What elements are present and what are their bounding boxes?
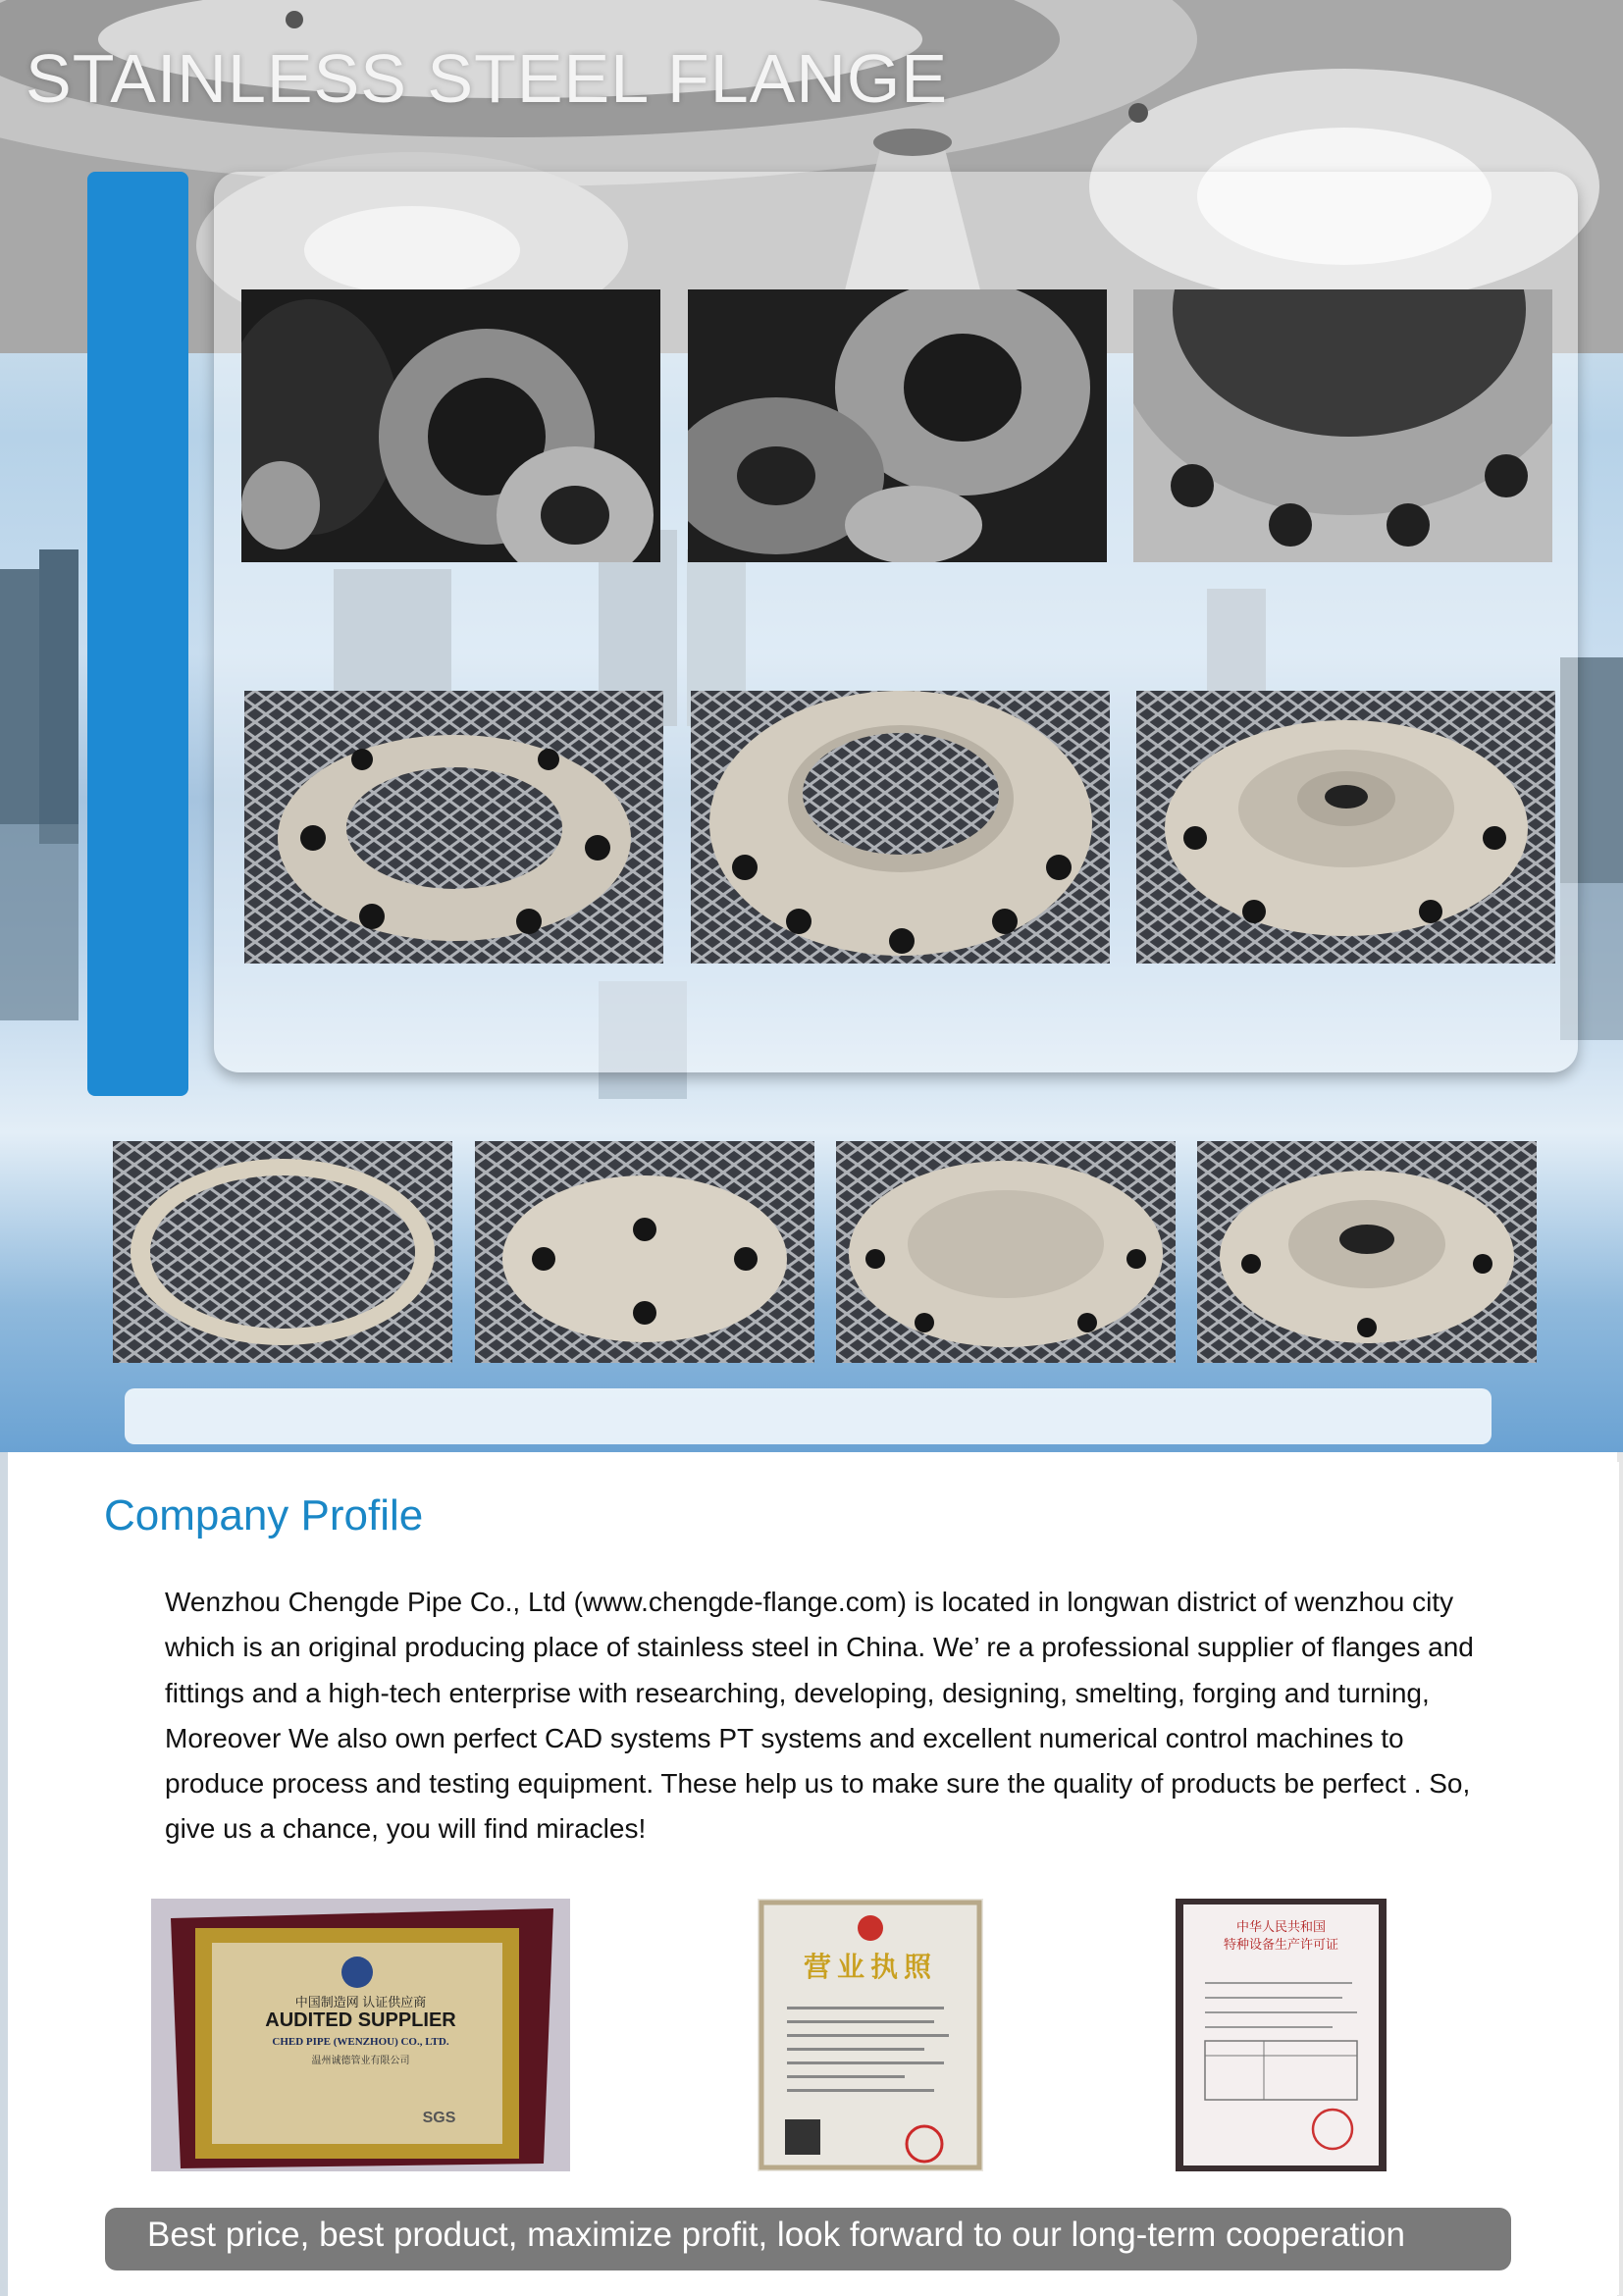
page-title: STAINLESS STEEL FLANGE <box>26 40 949 117</box>
award-line-1: 中国制造网 认证供应商 <box>294 1995 427 2009</box>
award-line-2: AUDITED SUPPLIER <box>265 2009 456 2031</box>
business-license <box>758 1899 983 2171</box>
caption-strip <box>125 1388 1492 1444</box>
flange-photo-3 <box>1133 289 1552 562</box>
flange-photo-10 <box>1197 1141 1537 1363</box>
flange-photo-2 <box>688 289 1107 562</box>
flange-photo-1 <box>241 289 660 562</box>
audited-supplier-award <box>151 1899 570 2171</box>
slogan-text: Best price, best product, maximize profit, look forward to our long-term cooperation <box>147 2216 1405 2254</box>
flange-photo-8 <box>475 1141 814 1363</box>
award-line-4: 温州诚德管业有限公司 <box>311 2056 410 2066</box>
production-permit <box>1176 1899 1387 2171</box>
profile-paragraph: Wenzhou Chengde Pipe Co., Ltd (www.chengde-flange.com) is located in longwan district of wenzhou city which is an original producing place of stainless steel in China. We’ re a professional supplier of flanges and fittings and a high-tech enterprise with researching, developing, designing, smelting, forging and turning, Moreover We also own perfect CAD systems PT systems and excellent numerical control machines to produce process and testing equipment. These help us to make sure the quality of products be perfect . So, give us a chance, you will find miracles! <box>165 1587 1474 1845</box>
flange-photo-9 <box>836 1141 1176 1363</box>
award-line-5: SGS <box>422 2110 456 2126</box>
flange-photo-7 <box>113 1141 452 1363</box>
flange-photo-6 <box>1136 691 1555 964</box>
section-heading: Company Profile <box>104 1491 424 1539</box>
license-heading: 营业执照 <box>803 1952 937 1982</box>
accent-bar <box>87 172 188 1096</box>
flange-photo-4 <box>244 691 663 964</box>
permit-line-1: 中华人民共和国 <box>1235 1919 1326 1934</box>
flange-photo-5 <box>691 691 1110 964</box>
permit-line-2: 特种设备生产许可证 <box>1223 1937 1338 1952</box>
left-edge-strip <box>0 1452 8 2296</box>
award-line-3: CHED PIPE (WENZHOU) CO., LTD. <box>272 2036 449 2048</box>
